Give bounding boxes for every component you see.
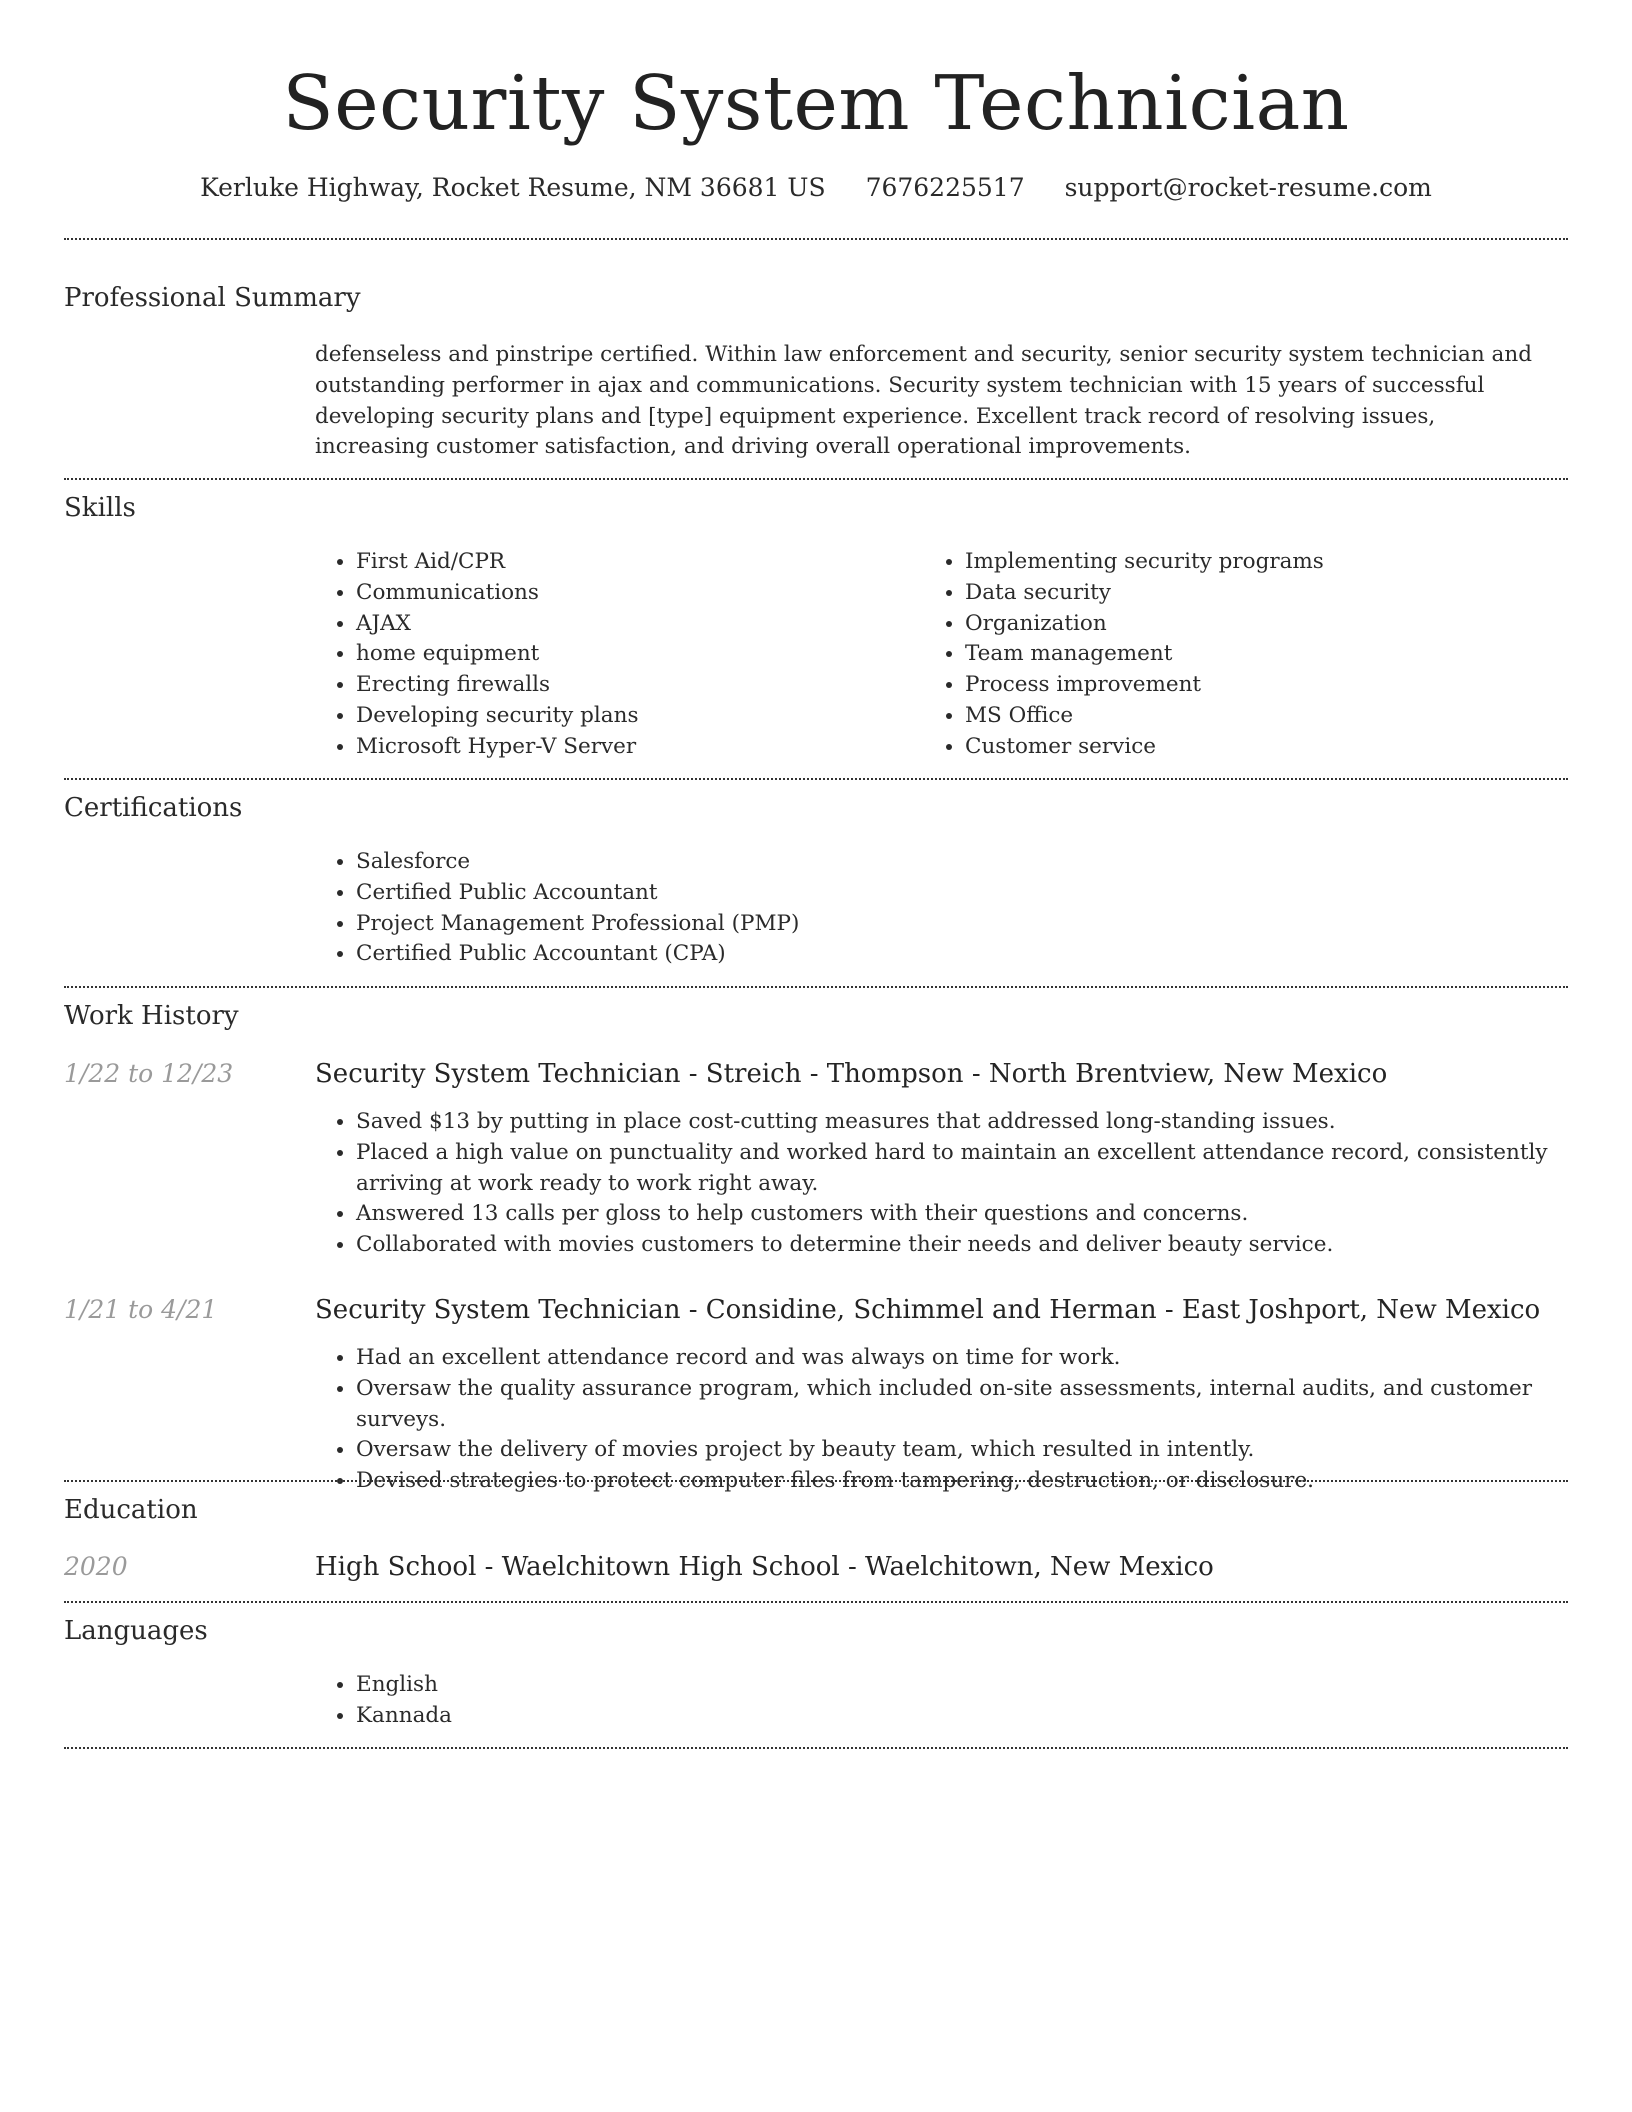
contact-email: support@rocket-resume.com [1064,173,1432,202]
certification-item: • Salesforce [356,847,1556,878]
skill-item: • Customer service [965,732,1565,763]
skills-list-left [312,547,916,763]
job-bullet: • Placed a high value on punctuality and worked hard to maintain an excellent attendance record, consistently arriving at work ready to work right away. [356,1138,1596,1200]
language-item: • English [356,1670,1156,1701]
skill-item: • Team management [965,639,1565,670]
skill-item: • MS Office [965,701,1565,732]
job-dates: 1/21 to 4/21 [64,1295,218,1324]
skill-item: • Organization [965,609,1565,640]
skill-item: • Process improvement [965,670,1565,701]
job-bullet: • Had an excellent attendance record and was always on time for work. [356,1343,1596,1374]
job-bullet: • Collaborated with movies customers to determine their needs and deliver beauty service. [356,1230,1596,1261]
section-divider [64,778,1568,780]
section-divider [64,1601,1568,1603]
languages-list [312,1670,1156,1732]
section-title-summary: Professional Summary [64,283,361,313]
job-bullet: • Answered 13 calls per gloss to help customers with their questions and concerns. [356,1199,1596,1230]
contact-line [0,170,1632,206]
job-bullet: • Oversaw the delivery of movies project by beauty team, which resulted in intently. [356,1435,1596,1466]
section-title-education: Education [64,1495,198,1525]
skill-item: • AJAX [356,609,916,640]
language-item: • Kannada [356,1701,1156,1732]
education-year: 2020 [64,1552,128,1581]
contact-phone: 7676225517 [865,173,1025,202]
section-title-skills: Skills [64,493,136,523]
section-title-work-history: Work History [64,1001,239,1031]
job-title: Security System Technician - Streich - Thompson - North Brentview, New Mexico [315,1059,1388,1089]
skill-item: • Microsoft Hyper-V Server [356,732,916,763]
section-divider [64,478,1568,480]
job-bullet: • Saved $13 by putting in place cost-cutting measures that addressed long-standing issues. [356,1107,1596,1138]
job-bullets [312,1343,1596,1497]
section-divider [64,1747,1568,1749]
section-divider [64,238,1568,240]
certifications-list [312,847,1556,970]
summary-text: defenseless and pinstripe certified. Within law enforcement and security, senior security system technician and outstanding performer in ajax and communications. Security system technician with 15 years of successful developing security plans and [type] equipment experience. Excellent track record of resolving issues, increasing customer satisfaction, and driving overall operational improvements. [315,342,1532,460]
skills-list-right [921,547,1565,763]
section-title-languages: Languages [64,1616,208,1646]
contact-address: Kerluke Highway, Rocket Resume, NM 36681 US [200,173,826,202]
skill-item: • Communications [356,578,916,609]
skill-item: • Implementing security programs [965,547,1565,578]
skill-item: • home equipment [356,639,916,670]
skill-item: • Data security [965,578,1565,609]
job-bullet: • Devised strategies to protect computer files from tampering, destruction, or disclosure. [356,1466,1596,1497]
candidate-name: Security System Technician [282,59,1350,147]
skill-item: • First Aid/CPR [356,547,916,578]
section-divider [64,1480,1568,1482]
job-bullets [312,1107,1596,1261]
section-title-certifications: Certifications [64,793,243,823]
skill-item: • Erecting firewalls [356,670,916,701]
section-divider [64,986,1568,988]
job-bullet: • Oversaw the quality assurance program, which included on-site assessments, internal audits, and customer surveys. [356,1374,1596,1436]
skill-item: • Developing security plans [356,701,916,732]
certification-item: • Certified Public Accountant [356,878,1556,909]
job-title: Security System Technician - Considine, Schimmel and Herman - East Joshport, New Mexico [315,1295,1541,1325]
certification-item: • Project Management Professional (PMP) [356,909,1556,940]
job-dates: 1/22 to 12/23 [64,1059,234,1088]
certification-item: • Certified Public Accountant (CPA) [356,939,1556,970]
education-entry: High School - Waelchitown High School - Waelchitown, New Mexico [315,1552,1214,1582]
